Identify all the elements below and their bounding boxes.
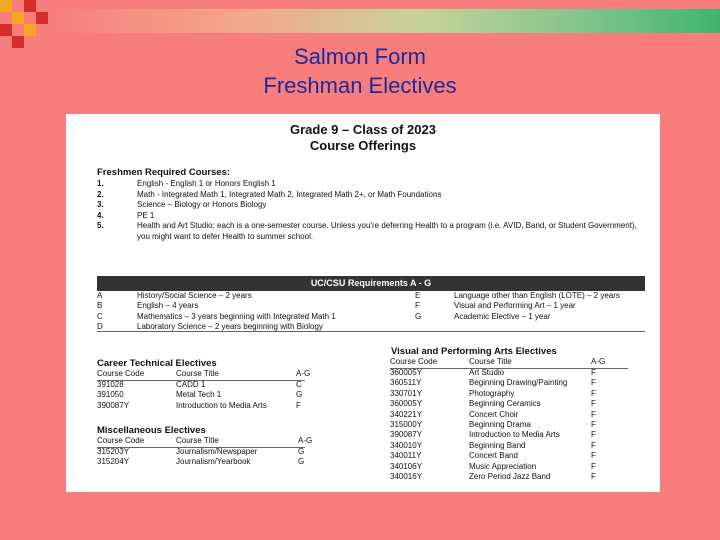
required-item-text: English - English 1 or Honors English 1: [137, 179, 276, 188]
table-cell: 315204Y: [97, 457, 130, 467]
uc-requirement: Language other than English (LOTE) – 2 years: [454, 291, 620, 300]
table-cell: F: [296, 400, 301, 410]
table-row: [390, 378, 628, 388]
column-header: A-G: [298, 436, 313, 445]
table-cell: 390087Y: [390, 430, 423, 440]
table-cell: Introduction to Media Arts: [176, 400, 267, 410]
table-cell: Metal Tech 1: [176, 390, 222, 400]
table-cell: Beginning Drama: [469, 420, 531, 429]
table-cell: F: [591, 461, 596, 471]
uc-letter: D: [97, 321, 103, 331]
table-cell: 340016Y: [390, 472, 423, 481]
table-header-row: [390, 357, 628, 367]
table-row: [390, 389, 628, 399]
uc-requirement: Laboratory Science – 2 years beginning with Biology: [137, 321, 323, 331]
column-header: A-G: [591, 357, 606, 366]
table-cell: 340011Y: [390, 451, 422, 461]
table-cell: Concert Band: [469, 451, 518, 461]
table-cell: 360005Y: [390, 399, 423, 409]
slide-title: Salmon Form: [293, 44, 427, 69]
column-header: Course Title: [176, 436, 219, 445]
table-cell: F: [591, 430, 596, 440]
table-row: [97, 447, 305, 457]
table-cell: CADD 1: [176, 380, 206, 389]
column-header: Course Code: [97, 436, 145, 445]
uc-requirement: English – 4 years: [137, 301, 199, 311]
divider: [97, 331, 645, 332]
table-cell: F: [591, 472, 596, 481]
decor-square: [36, 12, 48, 24]
table-cell: Beginning Drawing/Painting: [469, 378, 568, 388]
table-cell: Concert Choir: [469, 409, 519, 419]
table-cell: Beginning Band: [469, 440, 526, 450]
required-item-text: Math - Integrated Math 1, Integrated Math 2, Integrated Math 2+, or Math Foundations: [137, 189, 442, 199]
table-cell: G: [296, 390, 303, 400]
table-cell: Beginning Ceramics: [469, 399, 541, 409]
table-cell: G: [298, 447, 305, 456]
table-row: [390, 368, 628, 378]
table-cell: Photography: [469, 388, 515, 398]
table-row: [97, 401, 305, 411]
table-cell: F: [591, 368, 596, 377]
uc-letter: G: [415, 311, 422, 321]
table-row: [97, 380, 305, 390]
table-cell: F: [591, 388, 596, 398]
table-cell: F: [591, 409, 596, 419]
table-cell: Journalism/Newspaper: [176, 447, 258, 456]
table-cell: 390087Y: [97, 400, 130, 410]
uc-letter: E: [415, 291, 421, 300]
vapa-heading: Visual and Performing Arts Electives: [391, 346, 557, 357]
table-cell: F: [591, 399, 596, 409]
table-header-row: [97, 369, 311, 379]
table-cell: 391050: [97, 390, 124, 400]
table-cell: F: [591, 420, 596, 429]
table-cell: F: [591, 378, 596, 388]
required-heading: Freshmen Required Courses:: [97, 167, 231, 178]
table-cell: F: [591, 440, 596, 450]
required-item-text: Health and Art Studio; each is a one-semester course. Unless you're deferring Health to a program (i.e. AVID, Band, or Student Government), you might want to defer Health to summer school.: [137, 221, 637, 241]
uc-requirement: Visual and Performing Art – 1 year: [454, 301, 576, 311]
required-item-number: 1.: [97, 179, 104, 188]
table-cell: Music Appreciation: [469, 461, 537, 471]
column-header: Course Title: [176, 369, 219, 378]
uc-letter: C: [97, 311, 103, 321]
decor-square: [24, 24, 36, 36]
table-cell: Introduction to Media Arts: [469, 430, 560, 440]
uc-requirement: Academic Elective – 1 year: [454, 311, 551, 321]
required-item-number: 2.: [97, 189, 104, 199]
column-header: A-G: [296, 369, 311, 378]
column-header: Course Code: [390, 357, 438, 366]
table-cell: Zero Period Jazz Band: [469, 472, 551, 481]
table-row: [390, 420, 628, 430]
table-row: [390, 410, 628, 420]
misc-heading: Miscellaneous Electives: [97, 425, 206, 436]
table-cell: 315203Y: [97, 447, 130, 456]
decor-square: [0, 0, 12, 12]
required-item-number: 3.: [97, 200, 104, 209]
uc-csu-heading: UC/CSU Requirements A - G: [97, 276, 645, 291]
table-cell: F: [591, 451, 596, 461]
table-row: [390, 472, 628, 482]
column-header: Course Title: [469, 357, 512, 366]
course-offerings-document: [66, 114, 660, 492]
decor-square: [24, 0, 36, 12]
table-cell: 360005Y: [390, 368, 423, 377]
table-cell: Journalism/Yearbook: [176, 457, 251, 467]
table-cell: 315000Y: [390, 420, 423, 429]
uc-requirement: History/Social Science – 2 years: [137, 291, 252, 300]
required-item-number: 5.: [97, 221, 104, 230]
table-cell: G: [298, 457, 305, 467]
uc-letter: A: [97, 291, 103, 300]
uc-requirement: Mathematics – 3 years beginning with Integrated Math 1: [137, 311, 336, 321]
table-cell: C: [296, 380, 302, 389]
table-cell: Art Studio: [469, 368, 505, 377]
document-subtitle: Course Offerings: [309, 138, 417, 153]
decor-square: [12, 12, 24, 24]
table-cell: 340221Y: [390, 409, 423, 419]
column-header: Course Code: [97, 369, 145, 378]
slide-subtitle: Freshman Electives: [263, 73, 457, 98]
table-cell: 391028: [97, 380, 124, 389]
table-row: [390, 430, 628, 440]
required-item-text: Science – Biology or Honors Biology: [137, 200, 267, 209]
decor-square: [0, 24, 12, 36]
table-header-row: [97, 436, 313, 446]
table-cell: 330701Y: [390, 388, 423, 398]
career-heading: Career Technical Electives: [97, 358, 217, 369]
uc-letter: F: [415, 301, 420, 311]
document-title: Grade 9 – Class of 2023: [290, 122, 436, 137]
table-row: [97, 457, 305, 467]
table-row: [97, 390, 305, 400]
table-cell: 340010Y: [390, 440, 423, 450]
uc-letter: B: [97, 301, 103, 311]
header-gradient-bar: [50, 9, 720, 33]
table-cell: 340106Y: [390, 461, 423, 471]
table-row: [390, 451, 628, 461]
required-item-number: 4.: [97, 210, 104, 220]
table-row: [390, 399, 628, 409]
table-row: [390, 462, 628, 472]
table-cell: 360511Y: [390, 378, 422, 388]
required-item-text: PE 1: [137, 210, 155, 220]
table-row: [390, 441, 628, 451]
